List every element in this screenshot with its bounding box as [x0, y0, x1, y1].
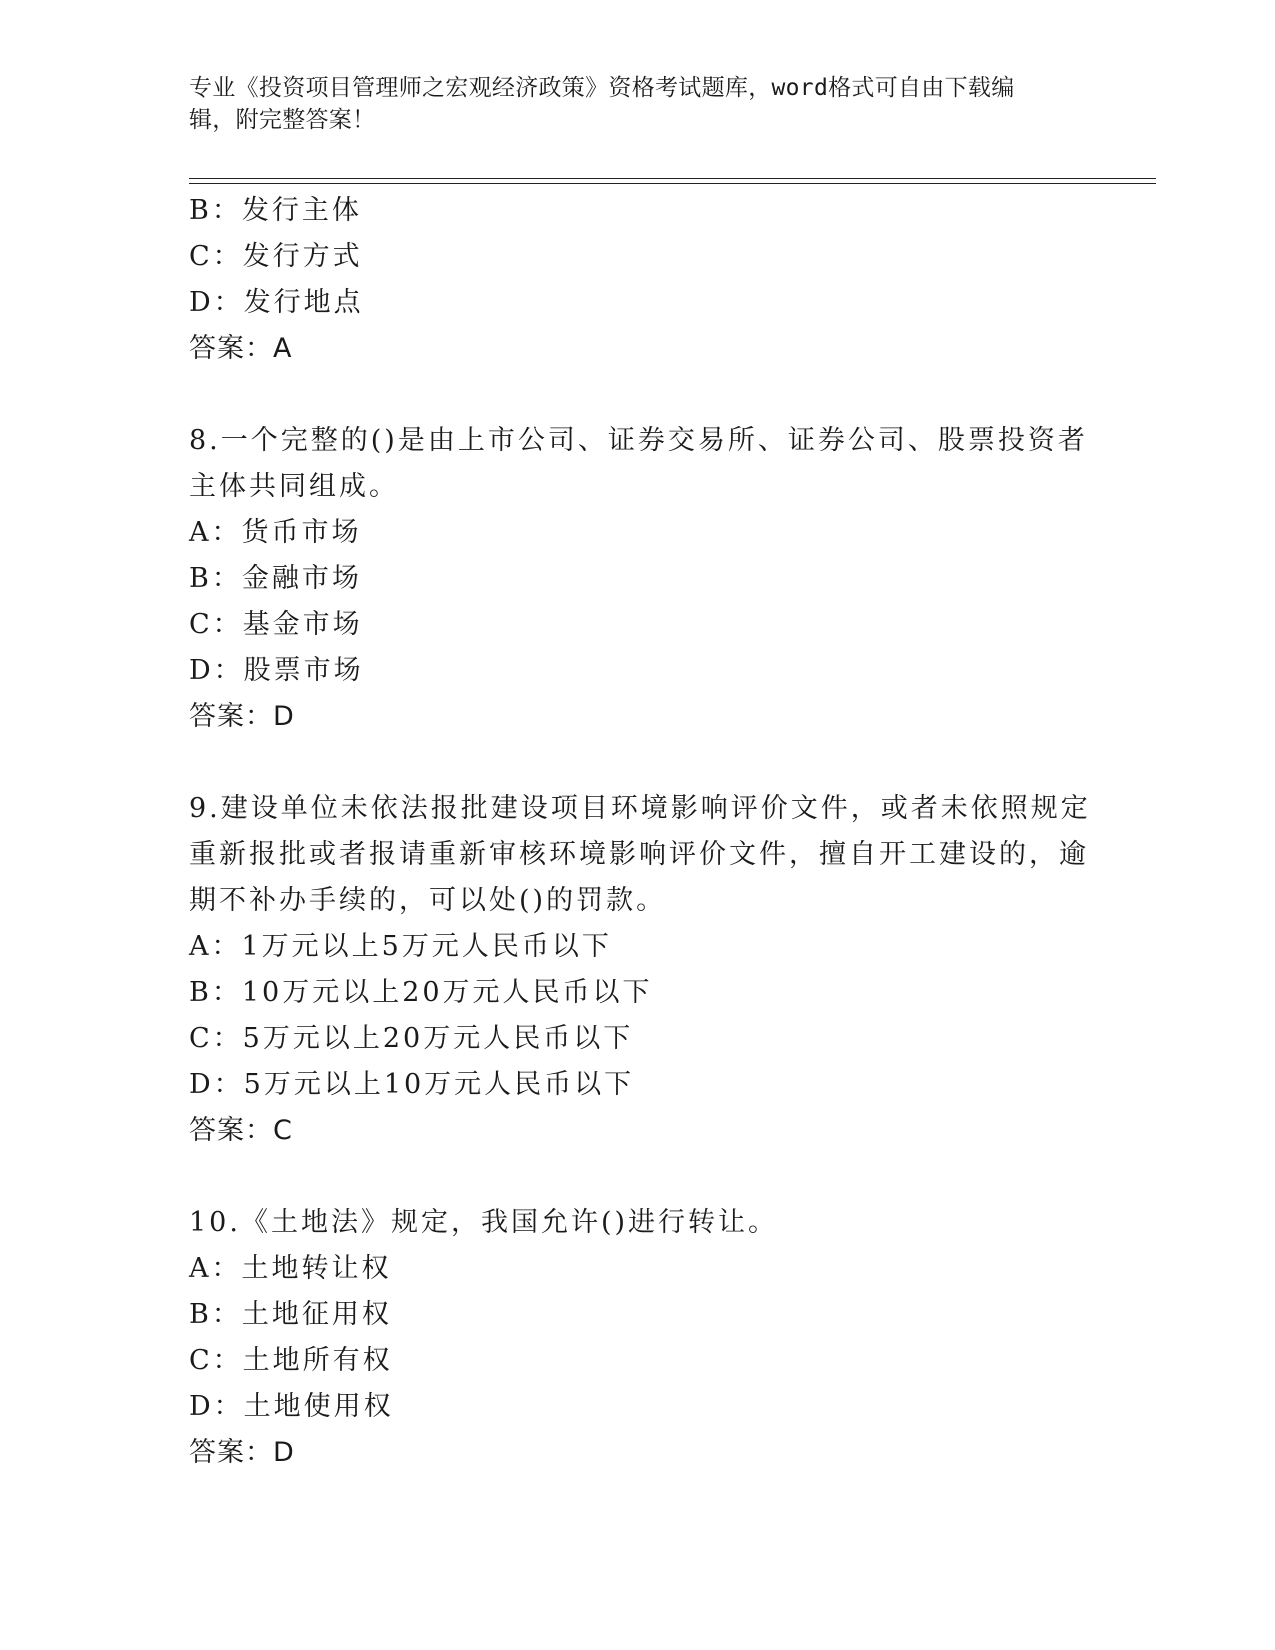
question-8 — [189, 418, 1089, 740]
question-stem: 9.建设单位未依法报批建设项目环境影响评价文件，或者未依照规定 — [189, 793, 1091, 824]
option-c: C：基金市场 — [189, 609, 363, 640]
question-stem: 期不补办手续的，可以处()的罚款。 — [189, 885, 667, 916]
spacer — [189, 1154, 1089, 1200]
question-list — [189, 188, 1089, 1476]
question-stem: 8.一个完整的()是由上市公司、证券交易所、证券公司、股票投资者 — [189, 425, 1088, 456]
spacer — [189, 372, 1089, 418]
option-c: C：土地所有权 — [189, 1345, 393, 1376]
option-d: D：5万元以上10万元人民币以下 — [189, 1069, 635, 1100]
answer: 答案：A — [189, 333, 293, 364]
question-stem: 10.《土地法》规定，我国允许()进行转让。 — [189, 1207, 779, 1238]
option-d: D：股票市场 — [189, 655, 364, 686]
question-10 — [189, 1200, 1089, 1476]
question-stem: 主体共同组成。 — [189, 471, 399, 502]
option-b: B：发行主体 — [189, 195, 362, 226]
page-header — [189, 72, 1089, 136]
header-line: 专业《投资项目管理师之宏观经济政策》资格考试题库，word格式可自由下载编 — [189, 75, 1015, 101]
option-a: A：1万元以上5万元人民币以下 — [189, 931, 612, 962]
option-d: D：发行地点 — [189, 287, 364, 318]
question-9 — [189, 786, 1089, 1154]
spacer — [189, 740, 1089, 786]
option-d: D：土地使用权 — [189, 1391, 394, 1422]
option-a: A：货币市场 — [189, 517, 362, 548]
answer: 答案：C — [189, 1115, 293, 1146]
answer: 答案：D — [189, 1437, 295, 1468]
option-b: B：金融市场 — [189, 563, 362, 594]
header-divider — [189, 178, 1156, 184]
option-c: C：5万元以上20万元人民币以下 — [189, 1023, 634, 1054]
answer: 答案：D — [189, 701, 295, 732]
option-b: B：10万元以上20万元人民币以下 — [189, 977, 653, 1008]
option-b: B：土地征用权 — [189, 1299, 392, 1330]
option-c: C：发行方式 — [189, 241, 363, 272]
question-stem: 重新报批或者报请重新审核环境影响评价文件，擅自开工建设的，逾 — [189, 839, 1089, 870]
question-7-continued — [189, 188, 1089, 372]
option-a: A：土地转让权 — [189, 1253, 392, 1284]
header-line: 辑，附完整答案！ — [189, 107, 376, 133]
